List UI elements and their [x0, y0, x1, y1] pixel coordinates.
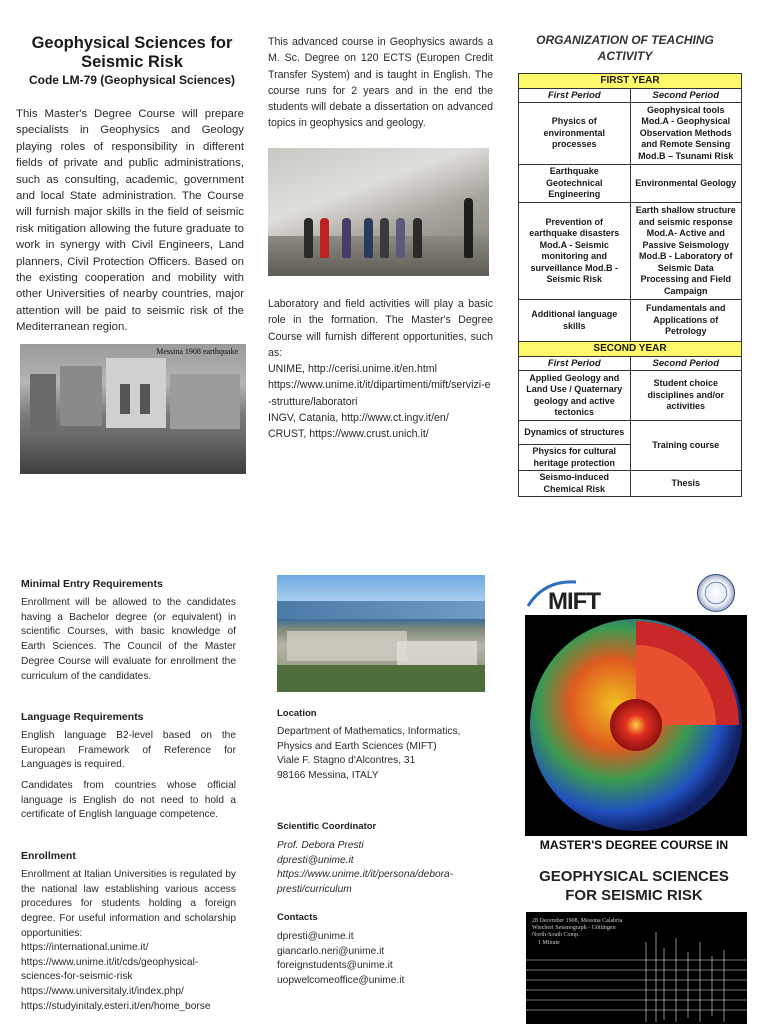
coordinator-info	[277, 839, 487, 898]
course-cell: Environmental Geology	[630, 165, 742, 203]
seismogram-scale: 1 Minute	[538, 940, 560, 946]
lab-link[interactable]: CRUST, https://www.crust.unich.it/	[268, 428, 429, 441]
coordinator-name: Prof. Debora Presti	[277, 840, 364, 851]
course-cell: Prevention of earthquake disasters Mod.A - Seismic monitoring and surveillance Mod.B - Seismic Risk	[519, 203, 631, 300]
second-year-header: SECOND YEAR	[519, 342, 742, 357]
course-cell: Geophysical tools Mod.A - Geophysical Observation Methods and Remote Sensing Mod.B – Tsunami Risk	[630, 103, 742, 165]
lab-link[interactable]: INGV, Catania, http://www.ct.ingv.it/en/	[268, 412, 449, 425]
brochure-title: Geophysical Sciences for Seismic Risk	[31, 34, 233, 71]
contacts-list	[277, 930, 487, 989]
laboratory-section	[268, 296, 493, 443]
university-seal-icon	[697, 574, 735, 612]
address-line: Department of Mathematics, Informatics, Physics and Earth Sciences (MIFT)	[277, 726, 461, 752]
location-address	[277, 725, 487, 784]
entry-text: Enrollment will be allowed to the candidates having a Bachelor degree (or equivalent) in scientific Courses, with basic knowledge of Earth Sciences. The Council of the Master Degree Course will evaluate for enrollment the curriculum of the candidates.	[21, 597, 236, 682]
enrollment-link[interactable]: https://www.unime.it/it/cds/geophysical-sciences-for-seismic-risk	[21, 956, 199, 983]
seismogram-traces	[526, 912, 747, 1024]
contact-email[interactable]: dpresti@unime.it	[277, 931, 354, 942]
second-period-header: Second Period	[630, 356, 742, 371]
contact-email[interactable]: uopwelcomeoffice@unime.it	[277, 975, 405, 987]
contact-email[interactable]: foreignstudents@unime.it	[277, 960, 393, 972]
address-line: Viale F. Stagno d'Alcontres, 31	[277, 755, 416, 767]
course-cell: Additional language skills	[519, 300, 631, 342]
enrollment-link[interactable]: https://studyinitaly.esteri.it/en/home_borse	[21, 1000, 211, 1012]
enrollment-link[interactable]: https://www.universitaly.it/index.php/	[21, 986, 184, 998]
second-period-header: Second Period	[630, 88, 742, 103]
field-activity-photo	[268, 148, 489, 276]
first-period-header: First Period	[519, 356, 631, 371]
intro-paragraph: This Master's Degree Course will prepare specialists in Geophysics and Geology playing roles of responsibility in different fields of private and public administrations, such as consulting, academic, government and local State administration. The Course will furnish major skills in the field of seismic risk mitigation allowing the future graduate to work in synergy with Civil Engineers, Land planners, Civil Protection Officers. Based on the existing cooperation and mobility with other Universities of nearby countries, major attention will be paid to seismic risk of the Mediterranean region.	[16, 108, 244, 334]
course-title: GEOPHYSICAL SCIENCES FOR SEISMIC RISK	[539, 868, 729, 904]
first-year-header: FIRST YEAR	[519, 74, 742, 89]
mift-logo-text: MIFT	[548, 588, 600, 615]
course-cell: Physics for cultural heritage protection	[519, 445, 631, 471]
contact-email[interactable]: giancarlo.neri@unime.it	[277, 945, 385, 957]
enrollment-link[interactable]: https://international.unime.it/	[21, 942, 149, 953]
course-cell: Student choice disciplines and/or activities	[630, 371, 742, 421]
earth-cutaway-image	[525, 615, 747, 836]
photo-caption: Messina 1908 earthquake	[156, 347, 238, 356]
language-text: English language B2-level based on the European Framework of Reference for Languages is required.	[21, 730, 236, 771]
language-text-2: Candidates from countries whose official language is English do not need to hold a certificate of English language competence.	[21, 780, 236, 821]
enrollment-heading: Enrollment	[21, 850, 76, 862]
coordinator-email[interactable]: dpresti@unime.it	[277, 854, 354, 866]
course-cell: Thesis	[630, 471, 742, 497]
seismogram-caption: 28 December 1908, Messina Calabria Wiechert Seismograph - Göttingen North-South Comp.	[532, 918, 623, 938]
contacts-heading: Contacts	[277, 912, 318, 923]
mift-logo	[526, 578, 626, 614]
location-heading: Location	[277, 708, 317, 719]
first-period-header: First Period	[519, 88, 631, 103]
seismogram-image	[526, 912, 747, 1024]
messina-earthquake-photo	[20, 344, 246, 474]
course-code: Code LM-79 (Geophysical Sciences)	[28, 73, 236, 87]
language-heading: Language Requirements	[21, 711, 144, 723]
course-cell: Seismo-induced Chemical Risk	[519, 471, 631, 497]
coordinator-heading: Scientific Coordinator	[277, 821, 377, 832]
lab-link[interactable]: UNIME, http://cerisi.unime.it/en.html	[268, 363, 437, 376]
course-cell: Training course	[630, 421, 742, 471]
lab-link[interactable]: https://www.unime.it/it/dipartimenti/mift/servizi-e-strutture/laboratori	[268, 379, 491, 408]
course-description: This advanced course in Geophysics awards a M. Sc. Degree on 120 ECTS (Europen Credit Transfer System) and is taught in English. The course runs for 2 years and in the end the students will debate a dissertation on advanced topics in geophysics and geology.	[268, 36, 493, 130]
enrollment-links	[21, 941, 236, 1015]
master-course-line: MASTER'S DEGREE COURSE IN	[539, 838, 729, 852]
organization-heading: ORGANIZATION OF TEACHING ACTIVITY	[536, 33, 714, 63]
course-cell: Applied Geology and Land Use / Quaternary geology and active tectonics	[519, 371, 631, 421]
course-cell: Earthquake Geotechnical Engineering	[519, 165, 631, 203]
course-cell: Fundamentals and Applications of Petrology	[630, 300, 742, 342]
messina-aerial-photo	[277, 575, 485, 692]
course-cell: Earth shallow structure and seismic response Mod.A- Active and Passive Seismology Mod.B - Laboratory of Seismic Data Processing and Field Campaign	[630, 203, 742, 300]
curriculum-table	[518, 73, 742, 497]
laboratory-paragraph: Laboratory and field activities will play a basic role in the formation. The Master's Degree Course will furnish different opportunities, such as:	[268, 298, 493, 359]
course-cell: Dynamics of structures	[519, 421, 631, 445]
address-line: 98166 Messina, ITALY	[277, 770, 379, 782]
enrollment-text: Enrollment at Italian Universities is regulated by the national law establishing various access procedures for students holding a foreign degree. For useful information and scholarship opportunities:	[21, 869, 236, 939]
entry-heading: Minimal Entry Requirements	[21, 578, 163, 590]
coordinator-url[interactable]: https://www.unime.it/it/persona/debora-presti/curriculum	[277, 869, 454, 896]
course-cell: Physics of environmental processes	[519, 103, 631, 165]
